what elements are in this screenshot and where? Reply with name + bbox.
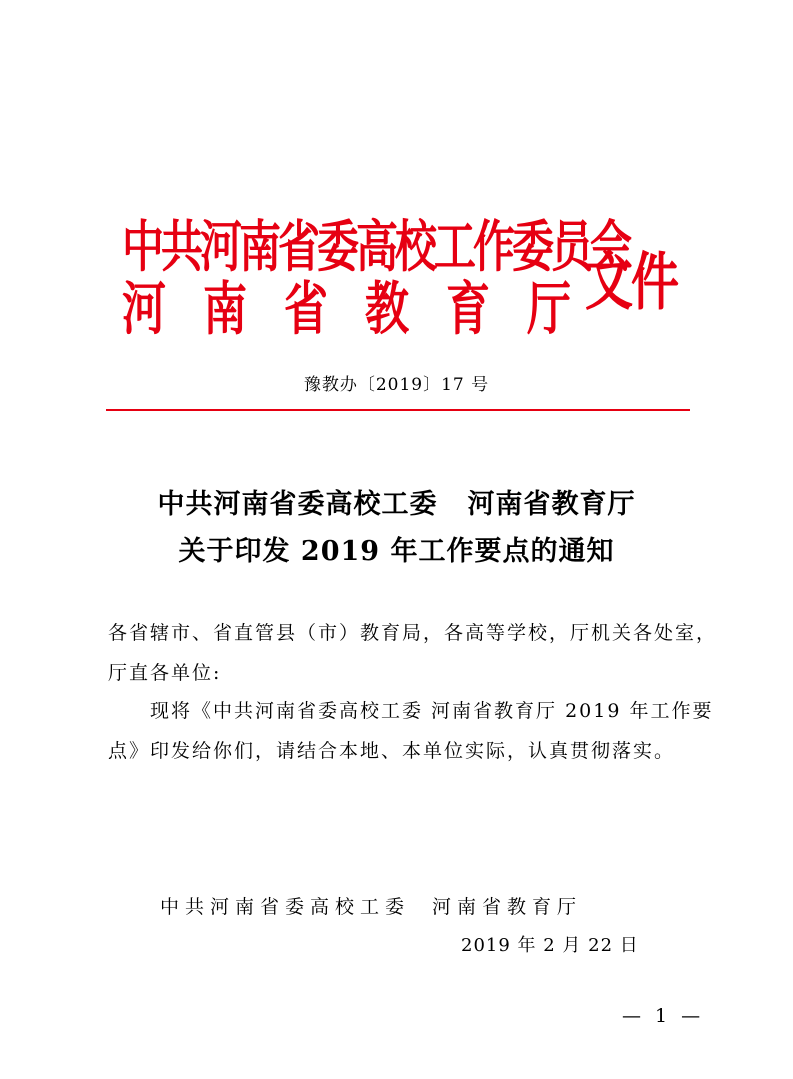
red-divider-line xyxy=(106,409,690,411)
title-line-1 xyxy=(0,482,793,521)
signature-date: 2019 年 2 月 22 日 xyxy=(461,935,639,956)
document-number: 豫教办〔2019〕17 号 xyxy=(303,375,490,395)
letterhead-doc-type: 文件 xyxy=(585,246,678,320)
letterhead-org-line-1: 中共河南省委高校工作委员会 xyxy=(122,214,630,280)
letterhead-org-line-2: 河南省教育厅 xyxy=(122,276,608,343)
page-number: — 1 — xyxy=(622,1005,705,1027)
addressee-line-2: 厅直各单位: xyxy=(108,662,222,684)
title-line-2: 关于印发 2019 年工作要点的通知 xyxy=(178,536,615,567)
signature-orgs xyxy=(160,892,582,919)
signature-org-1: 中共河南省委高校工委 xyxy=(160,896,411,918)
body-paragraph-line-2: 点》印发给你们，请结合本地、本单位实际，认真贯彻落实。 xyxy=(108,740,676,762)
title-issuer-1: 中共河南省委高校工委 xyxy=(157,489,438,520)
body-paragraph-line-1: 现将《中共河南省委高校工委 河南省教育厅 2019 年工作要 xyxy=(150,700,714,722)
title-issuer-2: 河南省教育厅 xyxy=(467,489,636,520)
signature-org-2: 河南省教育厅 xyxy=(432,896,583,918)
addressee-line-1: 各省辖市、省直管县（市）教育局，各高等学校，厅机关各处室， xyxy=(108,622,718,644)
